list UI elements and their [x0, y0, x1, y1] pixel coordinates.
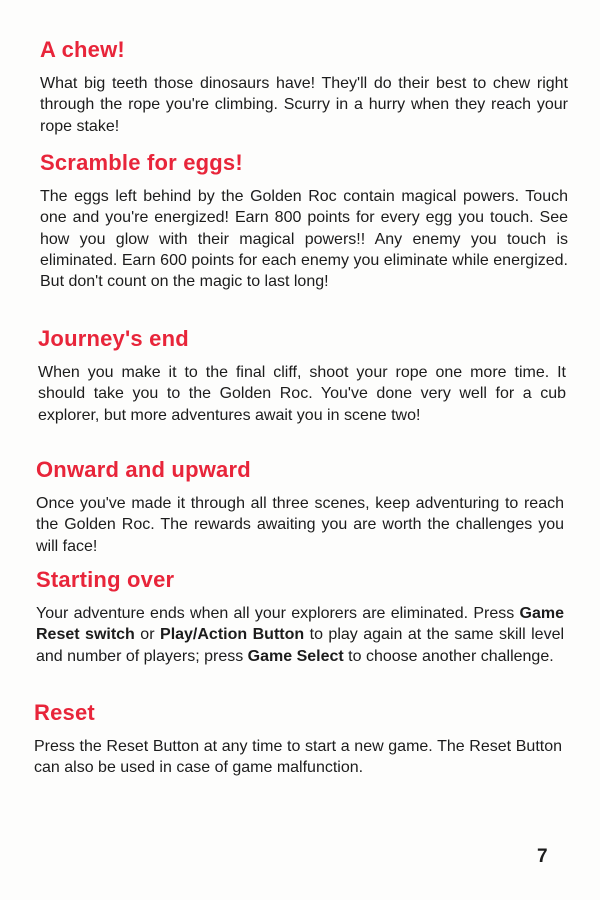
starting-over-text-2: or [134, 626, 161, 644]
paragraph-journeys-end: When you make it to the final cliff, shoot your rope one more time. It should take you to the Golden Roc. You've done very well for a cub explorer, but more adventures await you in scene two! [38, 364, 566, 424]
section-scramble-for-eggs [40, 150, 568, 292]
game-select-term: Game Select [247, 647, 344, 665]
section-a-chew [40, 37, 568, 137]
paragraph-starting-over [36, 603, 564, 667]
heading-journeys-end: Journey's end [38, 326, 189, 351]
paragraph-onward-and-upward: Once you've made it through all three scenes, keep adventuring to reach the Golden Roc. The rewards awaiting you are worth the challenges you will face! [36, 495, 564, 555]
heading-reset: Reset [34, 700, 95, 725]
paragraph-scramble-for-eggs: The eggs left behind by the Golden Roc contain magical powers. Touch one and you're energized! Earn 800 points for every egg you touch. See how you glow with their magical powers!! Any enemy you touch is eliminated. Earn 600 points for each enemy you eliminate while energized. But don't count on the magic to last long! [40, 188, 568, 291]
heading-starting-over: Starting over [36, 567, 175, 592]
starting-over-text-3: to play again at the same skill level and number of players; press [36, 626, 565, 665]
play-action-button-term: Play/Action Button [160, 626, 305, 644]
heading-a-chew: A chew! [40, 37, 125, 62]
game-reset-switch-term: Game Reset switch [36, 605, 564, 644]
section-onward-and-upward [36, 457, 564, 557]
starting-over-text-1: Your adventure ends when all your explorers are eliminated. Press [36, 605, 520, 622]
heading-scramble-for-eggs: Scramble for eggs! [40, 150, 243, 175]
section-reset [34, 700, 562, 779]
starting-over-text-4: to choose another challenge. [343, 647, 554, 665]
section-journeys-end [38, 326, 566, 426]
paragraph-reset: Press the Reset Button at any time to start a new game. The Reset Button can also be used in case of game malfunction. [34, 738, 562, 777]
section-starting-over [36, 567, 564, 667]
paragraph-a-chew: What big teeth those dinosaurs have! They'll do their best to chew right through the rope you're climbing. Scurry in a hurry when they reach your rope stake! [40, 75, 568, 135]
heading-onward-and-upward: Onward and upward [36, 457, 251, 482]
page-number: 7 [537, 846, 548, 867]
